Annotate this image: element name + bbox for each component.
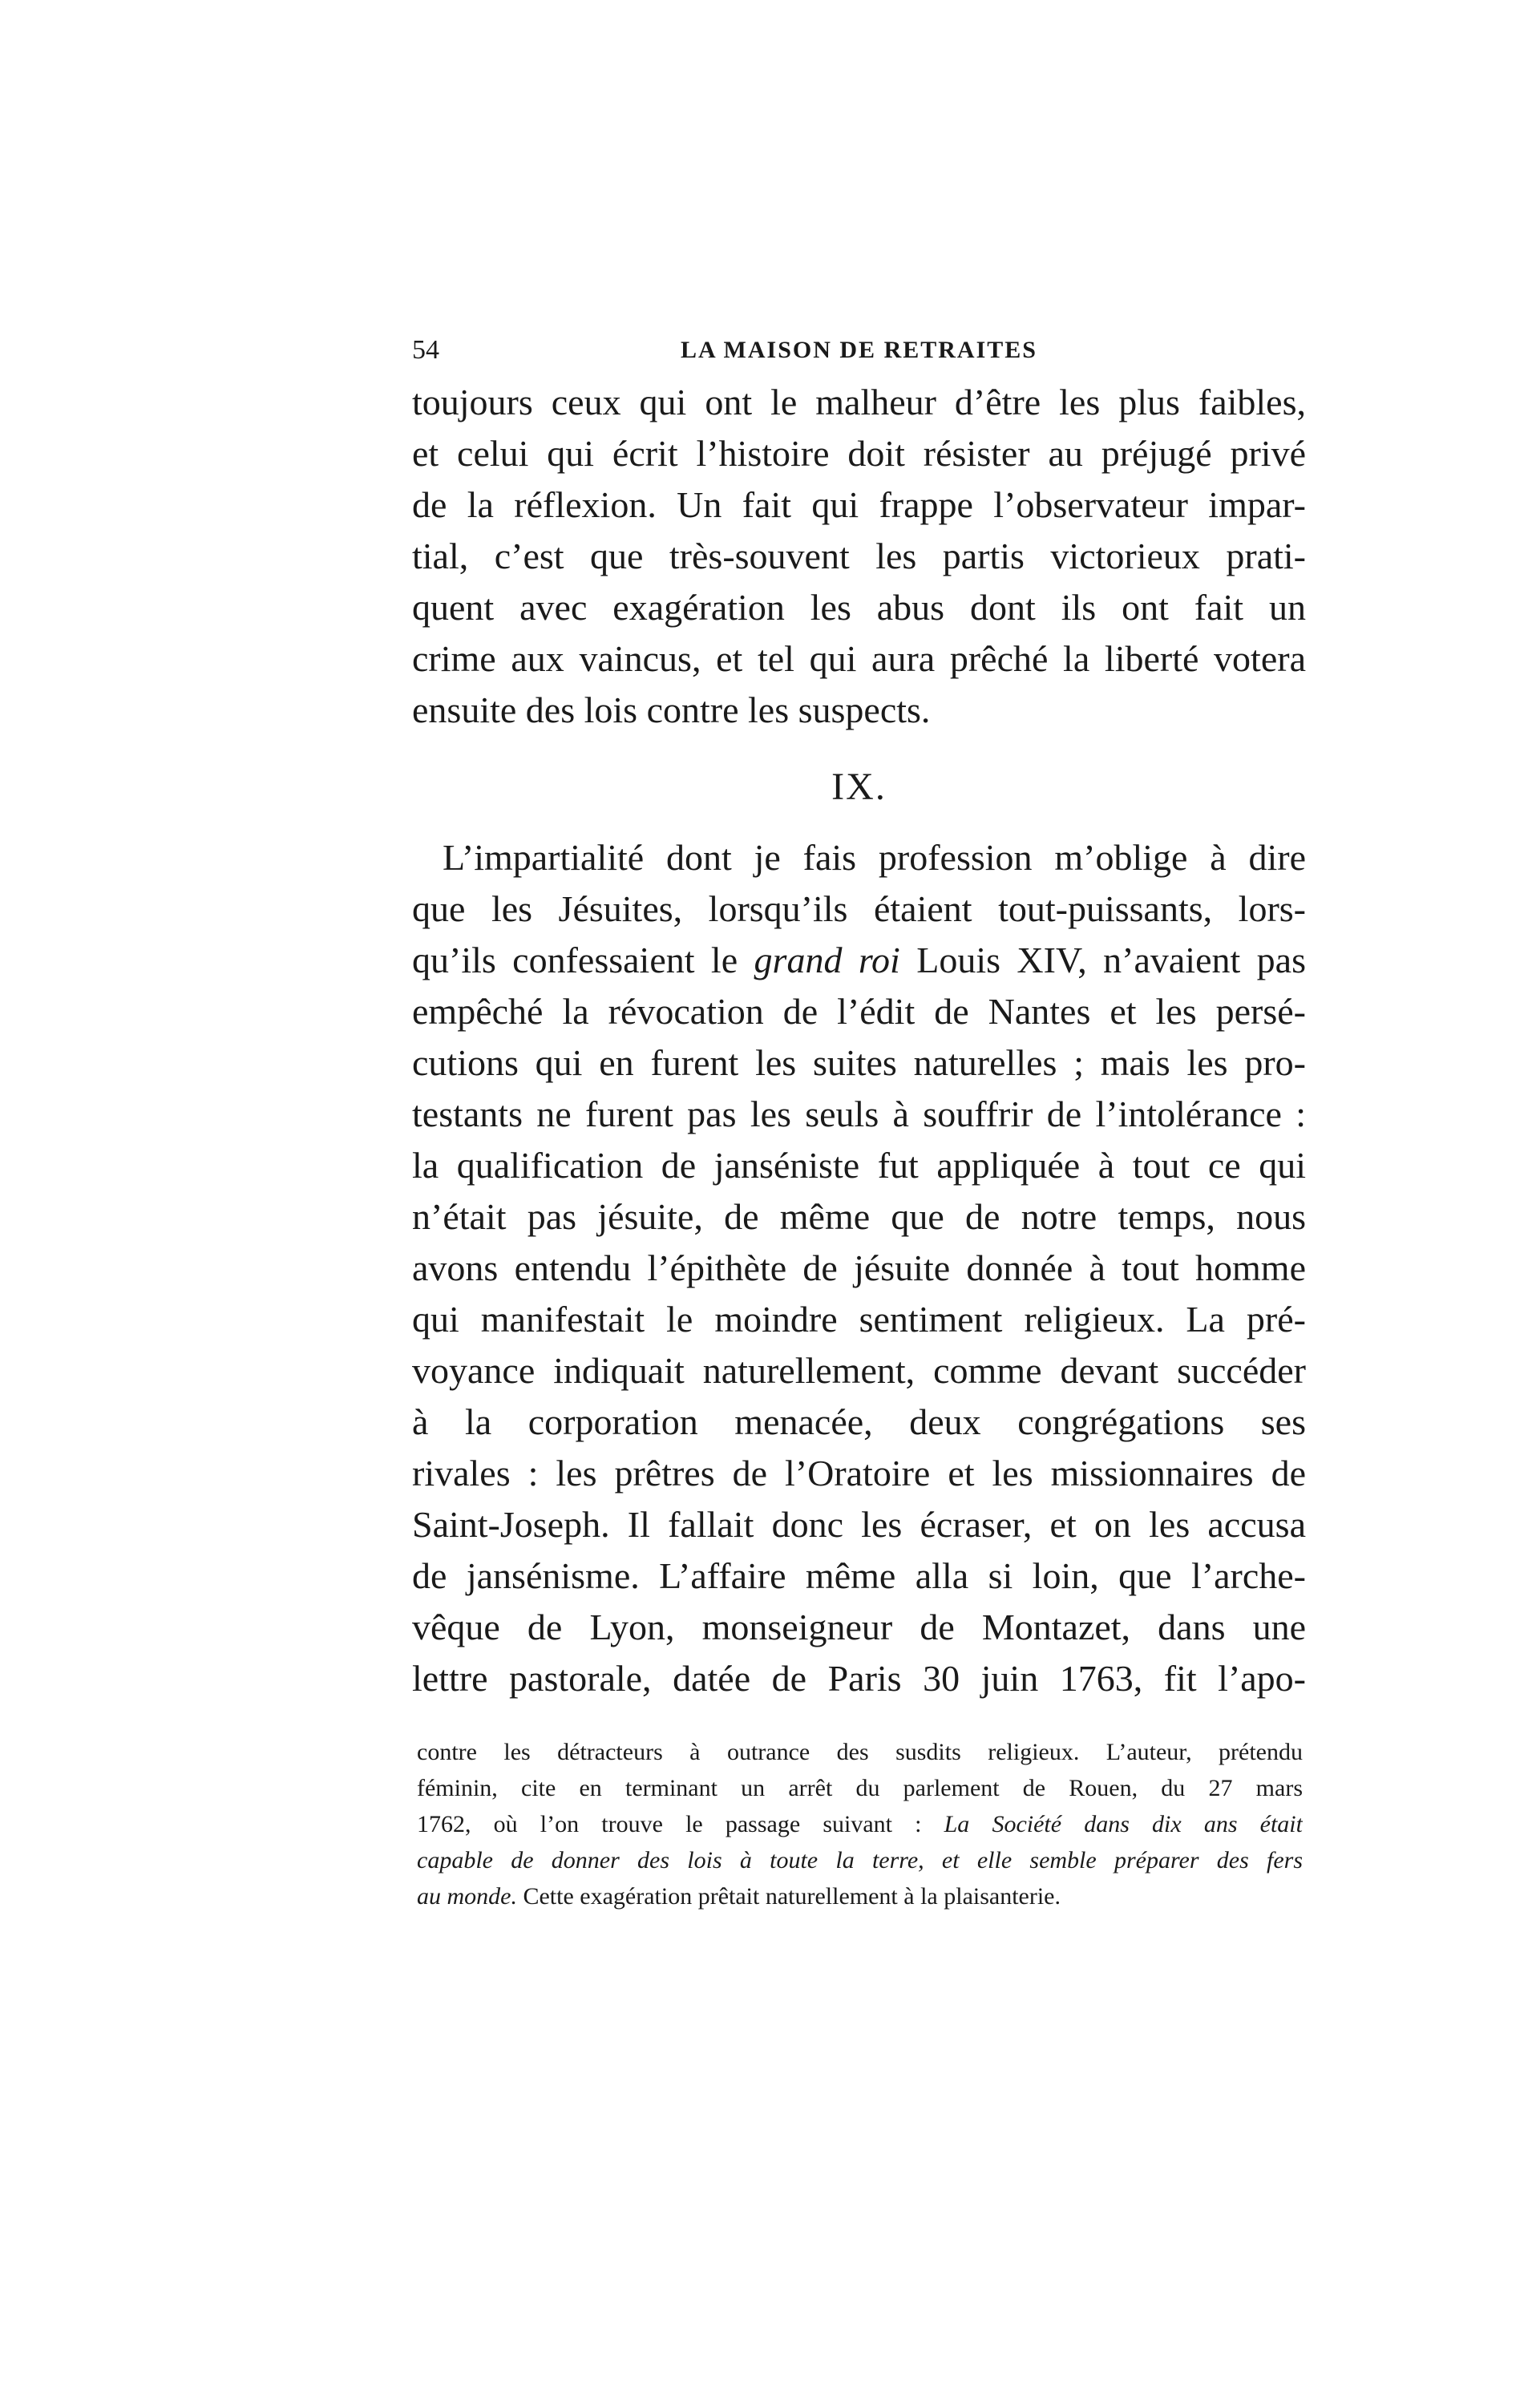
text-line: de jansénisme. L’affaire même alla si loin, que l’arche-	[412, 1555, 1306, 1596]
text-segment: Cette exagération prêtait naturellement à la plaisanterie.	[516, 1883, 1061, 1910]
text-line: quent avec exagération les abus dont ils ont fait un	[412, 587, 1306, 628]
text-segment: qu’ils confessaient le	[412, 940, 754, 980]
footnote-line: féminin, cite en terminant un arrêt du parlement de Rouen, du 27 mars	[417, 1775, 1303, 1801]
text-line: testants ne furent pas les seuls à souffrir de l’intolérance :	[412, 1093, 1306, 1134]
text-line: toujours ceux qui ont le malheur d’être les plus faibles,	[412, 382, 1306, 422]
running-head	[412, 330, 1306, 370]
footnote-line: capable de donner des lois à toute la terre, et elle semble préparer des fers	[417, 1847, 1303, 1873]
text-line: ensuite des lois contre les suspects.	[412, 689, 931, 730]
text-line: à la corporation menacée, deux congrégations ses	[412, 1401, 1306, 1442]
text-line: la qualification de janséniste fut appliquée à tout ce qui	[412, 1145, 1306, 1186]
text-line: lettre pastorale, datée de Paris 30 juin 1763, fit l’apo-	[412, 1658, 1306, 1699]
text-line: vêque de Lyon, monseigneur de Montazet, dans une	[412, 1607, 1306, 1647]
paragraph-2	[412, 832, 1306, 1704]
text-line: cutions qui en furent les suites naturelles ; mais les pro-	[412, 1042, 1306, 1083]
text-line: n’était pas jésuite, de même que de notre temps, nous	[412, 1196, 1306, 1237]
section-heading: IX.	[831, 766, 887, 808]
italic-quote: La Société dans dix ans était	[944, 1811, 1303, 1837]
footnote-line	[417, 1806, 1303, 1842]
text-line: crime aux vaincus, et tel qui aura prêché la liberté votera	[412, 638, 1306, 679]
text-segment: 1762, où l’on trouve le passage suivant :	[417, 1811, 944, 1837]
italic-phrase: grand roi	[754, 940, 900, 980]
text-line: rivales : les prêtres de l’Oratoire et les missionnaires de	[412, 1453, 1306, 1494]
text-line: avons entendu l’épithète de jésuite donnée à tout homme	[412, 1247, 1306, 1288]
footnote-line	[417, 1878, 1303, 1914]
running-title: LA MAISON DE RETRAITES	[681, 337, 1037, 363]
page-number: 54	[412, 335, 439, 365]
text-line	[412, 935, 1306, 986]
text-line: de la réflexion. Un fait qui frappe l’observateur impar-	[412, 484, 1306, 525]
text-line: tial, c’est que très-souvent les partis victorieux prati-	[412, 536, 1306, 576]
text-line: qui manifestait le moindre sentiment religieux. La pré-	[412, 1299, 1306, 1340]
paragraph-1	[412, 377, 1306, 736]
text-line: L’impartialité dont je fais profession m’oblige à dire	[443, 837, 1306, 878]
footnote	[417, 1734, 1303, 1914]
text-line: que les Jésuites, lorsqu’ils étaient tout-puissants, lors-	[412, 888, 1306, 929]
footnote-line: contre les détracteurs à outrance des susdits religieux. L’auteur, prétendu	[417, 1739, 1303, 1765]
text-line: empêché la révocation de l’édit de Nantes et les persé-	[412, 991, 1306, 1032]
text-line: et celui qui écrit l’histoire doit résister au préjugé privé	[412, 433, 1306, 474]
italic-quote: au monde.	[417, 1883, 517, 1910]
text-line: voyance indiquait naturellement, comme devant succéder	[412, 1350, 1306, 1391]
text-line: Saint-Joseph. Il fallait donc les écraser, et on les accusa	[412, 1504, 1306, 1545]
text-segment: Louis XIV, n’avaient pas	[899, 940, 1306, 980]
